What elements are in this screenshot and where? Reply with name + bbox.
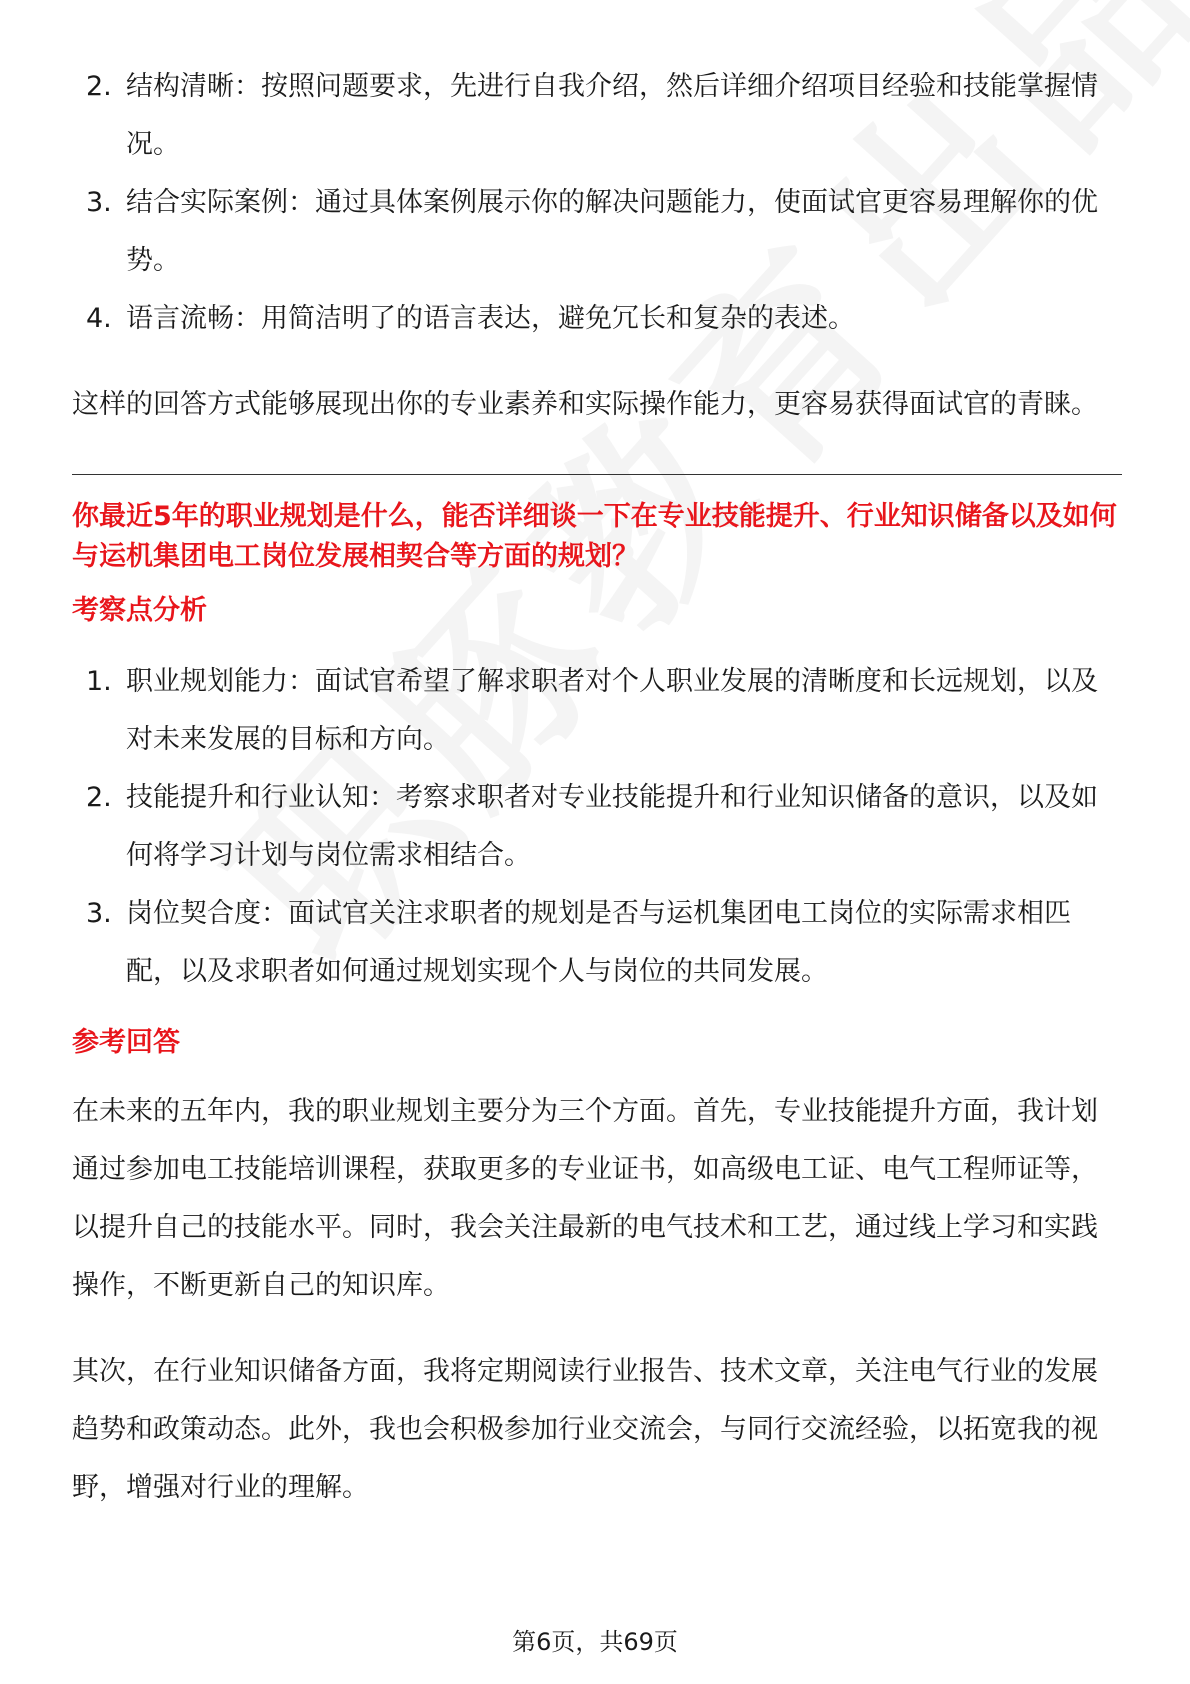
list-text: 语言流畅：用简洁明了的语言表达，避免冗长和复杂的表述。 [126,303,855,334]
list-text: 结合实际案例：通过具体案例展示你的解决问题能力，使面试官更容易理解你的优势。 [126,187,1098,276]
answer-paragraph: 在未来的五年内，我的职业规划主要分为三个方面。首先，专业技能提升方面，我计划通过参加电工技能培训课程，获取更多的专业证书，如高级电工证、电气工程师证等，以提升自己的技能水平。同时，我会关注最新的电气技术和工艺，通过线上学习和实践操作，不断更新自己的知识库。 [72,1096,1098,1301]
list-text: 技能提升和行业认知：考察求职者对专业技能提升和行业知识储备的意识，以及如何将学习计划与岗位需求相结合。 [126,782,1098,871]
list-item [72,58,1122,174]
page-content [72,58,1122,1517]
list-item [72,290,1122,348]
list-item [72,174,1122,290]
list-number: 3. [86,187,112,218]
list-number: 2. [86,782,112,813]
analysis-title: 考察点分析 [72,595,207,626]
list-item [72,653,1122,769]
list-text: 职业规划能力：面试官希望了解求职者对个人职业发展的清晰度和长远规划，以及对未来发展的目标和方向。 [126,666,1098,755]
answer-title: 参考回答 [72,1027,180,1058]
list-item [72,769,1122,885]
list-number: 2. [86,71,112,102]
page-footer: 第6页，共69页 [512,1628,678,1656]
list-number: 1. [86,666,112,697]
answer-paragraph: 其次，在行业知识储备方面，我将定期阅读行业报告、技术文章，关注电气行业的发展趋势和政策动态。此外，我也会积极参加行业交流会，与同行交流经验，以拓宽我的视野，增强对行业的理解。 [72,1356,1098,1503]
list-number: 4. [86,303,112,334]
list-text: 岗位契合度：面试官关注求职者的规划是否与运机集团电工岗位的实际需求相匹配，以及求职者如何通过规划实现个人与岗位的共同发展。 [126,898,1071,987]
top-list [72,58,1122,348]
list-text: 结构清晰：按照问题要求，先进行自我介绍，然后详细介绍项目经验和技能掌握情况。 [126,71,1098,160]
question-heading: 你最近5年的职业规划是什么，能否详细谈一下在专业技能提升、行业知识储备以及如何与运机集团电工岗位发展相契合等方面的规划？ [72,501,1117,572]
list-item [72,885,1122,1001]
analysis-list [72,653,1122,1001]
summary-paragraph: 这样的回答方式能够展现出你的专业素养和实际操作能力，更容易获得面试官的青睐。 [72,389,1098,420]
list-number: 3. [86,898,112,929]
